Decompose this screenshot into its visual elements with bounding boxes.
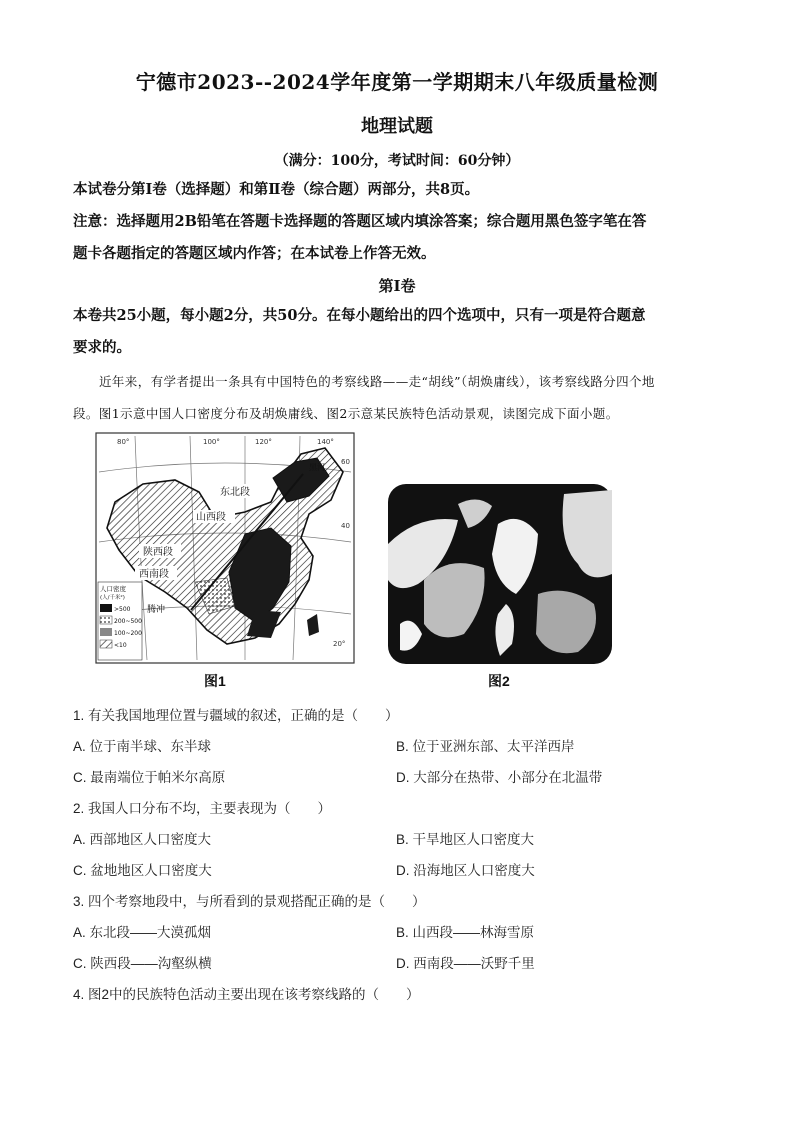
label-heihe: 黑河	[309, 463, 325, 472]
question-2-option-a[interactable]: A. 西部地区人口密度大	[73, 832, 212, 847]
question-3-option-d[interactable]: D. 西南段——沃野千里	[396, 956, 535, 971]
figure-1-population-map	[95, 432, 355, 664]
question-1-option-b[interactable]: B. 位于亚洲东部、太平洋西岸	[396, 739, 575, 754]
graticule-label-100: 100°	[203, 438, 220, 446]
graticule-label-140: 140°	[317, 438, 334, 446]
material-paragraph	[73, 366, 723, 430]
exam-meta: （满分：100分，考试时间：60分钟）	[274, 153, 520, 169]
figure-1-caption: 图1	[204, 673, 226, 689]
label-shaanxi: 陕西段	[143, 547, 173, 558]
intro-line-1: 本试卷分第Ⅰ卷（选择题）和第Ⅱ卷（综合题）两部分，共8页。	[73, 181, 480, 198]
question-2-stem: 2. 我国人口分布不均，主要表现为（ ）	[73, 801, 332, 816]
legend-item-1: >500	[114, 606, 131, 613]
graticule-label-120: 120°	[255, 438, 272, 446]
legend-item-2: 200~500	[114, 618, 142, 625]
figure-2-caption: 图2	[488, 673, 510, 689]
legend-item-4: <10	[114, 642, 127, 649]
label-tengchong: 腾冲	[147, 605, 166, 615]
graticule-label-40: 40	[341, 522, 350, 530]
figure-2-ethnic-activity-photo	[388, 484, 612, 664]
question-2-option-d[interactable]: D. 沿海地区人口密度大	[396, 863, 535, 878]
map-legend	[98, 582, 142, 660]
graticule-label-80: 80°	[117, 438, 130, 446]
question-1-option-d[interactable]: D. 大部分在热带、小部分在北温带	[396, 770, 603, 785]
question-1-option-c[interactable]: C. 最南端位于帕米尔高原	[73, 770, 226, 785]
label-shanxi: 山西段	[196, 512, 226, 523]
section-title: 第Ⅰ卷	[378, 277, 416, 295]
graticule-label-20: 20°	[333, 640, 346, 648]
question-3-option-a[interactable]: A. 东北段——大漠孤烟	[73, 925, 212, 940]
question-3-stem: 3. 四个考察地段中，与所看到的景观搭配正确的是（ ）	[73, 894, 426, 909]
material-line-2: 段。图1示意中国人口密度分布及胡焕庸线、图2示意某民族特色活动景观，读图完成下面小题。	[73, 406, 619, 421]
question-1-stem: 1. 有关我国地理位置与疆域的叙述，正确的是（ ）	[73, 708, 399, 723]
legend-unit: (人/千米²)	[100, 595, 125, 601]
intro-line-2: 注意：选择题用2B铅笔在答题卡选择题的答题区域内填涂答案；综合题用黑色签字笔在答	[73, 213, 647, 230]
subject-title: 地理试题	[361, 116, 433, 137]
intro-line-3: 题卡各题指定的答题区域内作答；在本试卷上作答无效。	[73, 245, 436, 262]
question-1-option-a[interactable]: A. 位于南半球、东半球	[73, 739, 212, 754]
question-2-option-b[interactable]: B. 干旱地区人口密度大	[396, 832, 535, 847]
section-instructions-1: 本卷共25小题，每小题2分，共50分。在每小题给出的四个选项中，只有一项是符合题意	[73, 307, 646, 324]
exam-title: 宁德市2023--2024学年度第一学期期末八年级质量检测	[135, 70, 659, 94]
question-3-option-c[interactable]: C. 陕西段——沟壑纵横	[73, 956, 212, 971]
material-line-1: 近年来，有学者提出一条具有中国特色的考察线路——走“胡线”（胡焕庸线），该考察线路分四个地	[99, 374, 655, 389]
section-instructions-2: 要求的。	[73, 339, 131, 356]
question-3-option-b[interactable]: B. 山西段——林海雪原	[396, 925, 535, 940]
question-2-option-c[interactable]: C. 盆地地区人口密度大	[73, 863, 212, 878]
legend-item-3: 100~200	[114, 630, 142, 637]
label-southwest: 西南段	[139, 569, 169, 580]
graticule-label-60: 60	[341, 458, 350, 466]
legend-title: 人口密度	[100, 585, 126, 593]
question-4-stem: 4. 图2中的民族特色活动主要出现在该考察线路的（ ）	[73, 987, 420, 1002]
label-northeast: 东北段	[220, 487, 250, 498]
